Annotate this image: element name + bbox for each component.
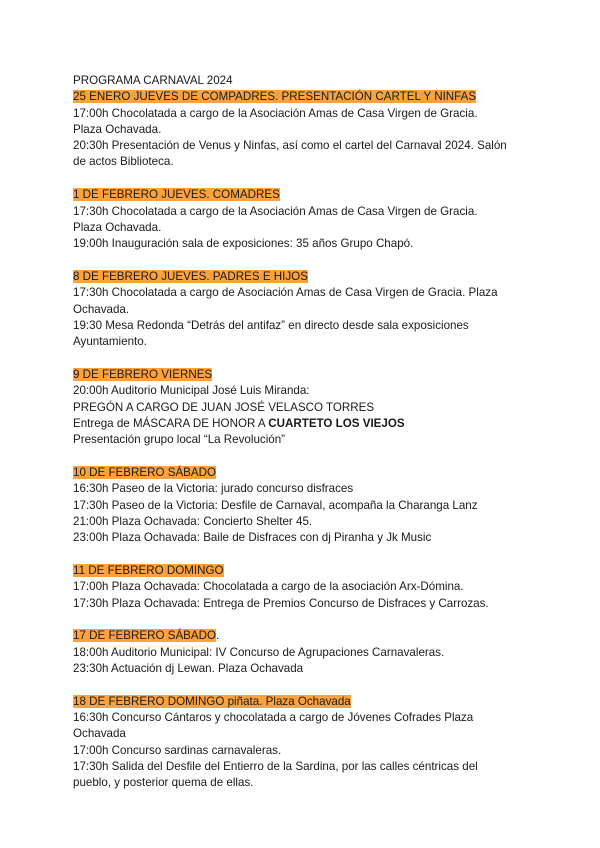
- section-header-highlight: 17 DE FEBRERO SÁBADO: [73, 629, 217, 643]
- section-9-febrero: [73, 367, 533, 448]
- event-line: Ochavada.: [73, 302, 130, 316]
- event-line: 16:30h Paseo de la Victoria: jurado concurso disfraces: [73, 482, 354, 496]
- event-line: 16:30h Concurso Cántaros y chocolatada a cargo de Jóvenes Cofrades Plaza: [73, 711, 474, 724]
- event-line: Ochavada: [73, 727, 126, 741]
- event-line: Plaza Ochavada.: [73, 220, 162, 234]
- event-line: de actos Biblioteca.: [73, 155, 174, 169]
- section-header: [73, 367, 533, 383]
- section-25-enero: [73, 89, 533, 170]
- section-header-highlight: 1 DE FEBRERO JUEVES. COMADRES: [73, 188, 280, 202]
- section-11-febrero: [73, 563, 533, 612]
- section-10-febrero: [73, 465, 533, 546]
- event-line: Presentación grupo local “La Revolución”: [73, 433, 286, 447]
- event-line: 20:00h Auditorio Municipal José Luis Miranda:: [73, 384, 310, 398]
- document-page: [73, 73, 533, 791]
- event-line: pueblo, y posterior quema de ellas.: [73, 776, 254, 790]
- section-header-highlight: 8 DE FEBRERO JUEVES. PADRES E HIJOS: [73, 269, 308, 283]
- event-line: 23:00h Plaza Ochavada: Baile de Disfraces con dj Piranha y Jk Music: [73, 531, 432, 545]
- event-line: 17:00h Plaza Ochavada: Chocolatada a cargo de la asociación Arx-Dómina.: [73, 580, 464, 594]
- event-line: 17:30h Paseo de la Victoria: Desfile de Carnaval, acompaña la Charanga Lanz: [73, 498, 478, 512]
- event-line: 17:30h Chocolatada a cargo de la Asociación Amas de Casa Virgen de Gracia.: [73, 204, 478, 218]
- event-line: 17:00h Concurso sardinas carnavaleras.: [73, 743, 282, 757]
- event-line: [73, 416, 533, 432]
- section-header: [73, 187, 533, 203]
- event-line: 23:30h Actuación dj Lewan. Plaza Ochavada: [73, 661, 304, 675]
- event-line: 19:00h Inauguración sala de exposiciones: 35 años Grupo Chapó.: [73, 237, 414, 251]
- event-line: 20:30h Presentación de Venus y Ninfas, así como el cartel del Carnaval 2024. Salón: [73, 139, 507, 153]
- section-header-highlight: 25 ENERO JUEVES DE COMPADRES. PRESENTACIÓN CARTEL Y NINFAS: [73, 90, 477, 104]
- event-line: 17:30h Salida del Desfile del Entierro de la Sardina, por las calles céntricas del: [73, 759, 478, 773]
- event-line: 21:00h Plaza Ochavada: Concierto Shelter 45.: [73, 514, 313, 528]
- section-header: [73, 89, 533, 105]
- section-1-febrero: [73, 187, 533, 252]
- section-17-febrero: [73, 628, 533, 677]
- section-header-highlight: 9 DE FEBRERO VIERNES: [73, 367, 213, 381]
- event-line: 17:30h Plaza Ochavada: Entrega de Premios Concurso de Disfraces y Carrozas.: [73, 596, 489, 610]
- section-header: [73, 269, 533, 285]
- event-line: Plaza Ochavada.: [73, 122, 162, 136]
- section-header: [73, 465, 533, 481]
- section-header: [73, 628, 533, 644]
- section-header: [73, 694, 533, 710]
- event-line: 19:30 Mesa Redonda “Detrás del antifaz” en directo desde sala exposiciones: [73, 318, 469, 332]
- honoree-name: CUARTETO LOS VIEJOS: [268, 416, 405, 430]
- event-line: 17:00h Chocolatada a cargo de la Asociación Amas de Casa Virgen de Gracia.: [73, 106, 478, 120]
- event-line-text: Entrega de MÁSCARA DE HONOR A: [73, 416, 269, 430]
- section-header-highlight: 11 DE FEBRERO DOMINGO: [73, 563, 224, 577]
- section-18-febrero: [73, 694, 533, 792]
- event-line: Ayuntamiento.: [73, 335, 147, 349]
- event-line: PREGÓN A CARGO DE JUAN JOSÉ VELASCO TORRES: [73, 400, 375, 414]
- section-header-highlight: 18 DE FEBRERO DOMINGO piñata. Plaza Ochavada: [73, 694, 351, 708]
- section-header-highlight: 10 DE FEBRERO SÁBADO: [73, 465, 217, 479]
- section-header: [73, 563, 533, 579]
- section-8-febrero: [73, 269, 533, 350]
- event-line: 18:00h Auditorio Municipal: IV Concurso de Agrupaciones Carnavaleras.: [73, 645, 445, 659]
- section-header-suffix: .: [216, 629, 220, 643]
- document-title: PROGRAMA CARNAVAL 2024: [73, 74, 233, 87]
- event-line: 17:30h Chocolatada a cargo de Asociación Amas de Casa Virgen de Gracia. Plaza: [73, 286, 498, 300]
